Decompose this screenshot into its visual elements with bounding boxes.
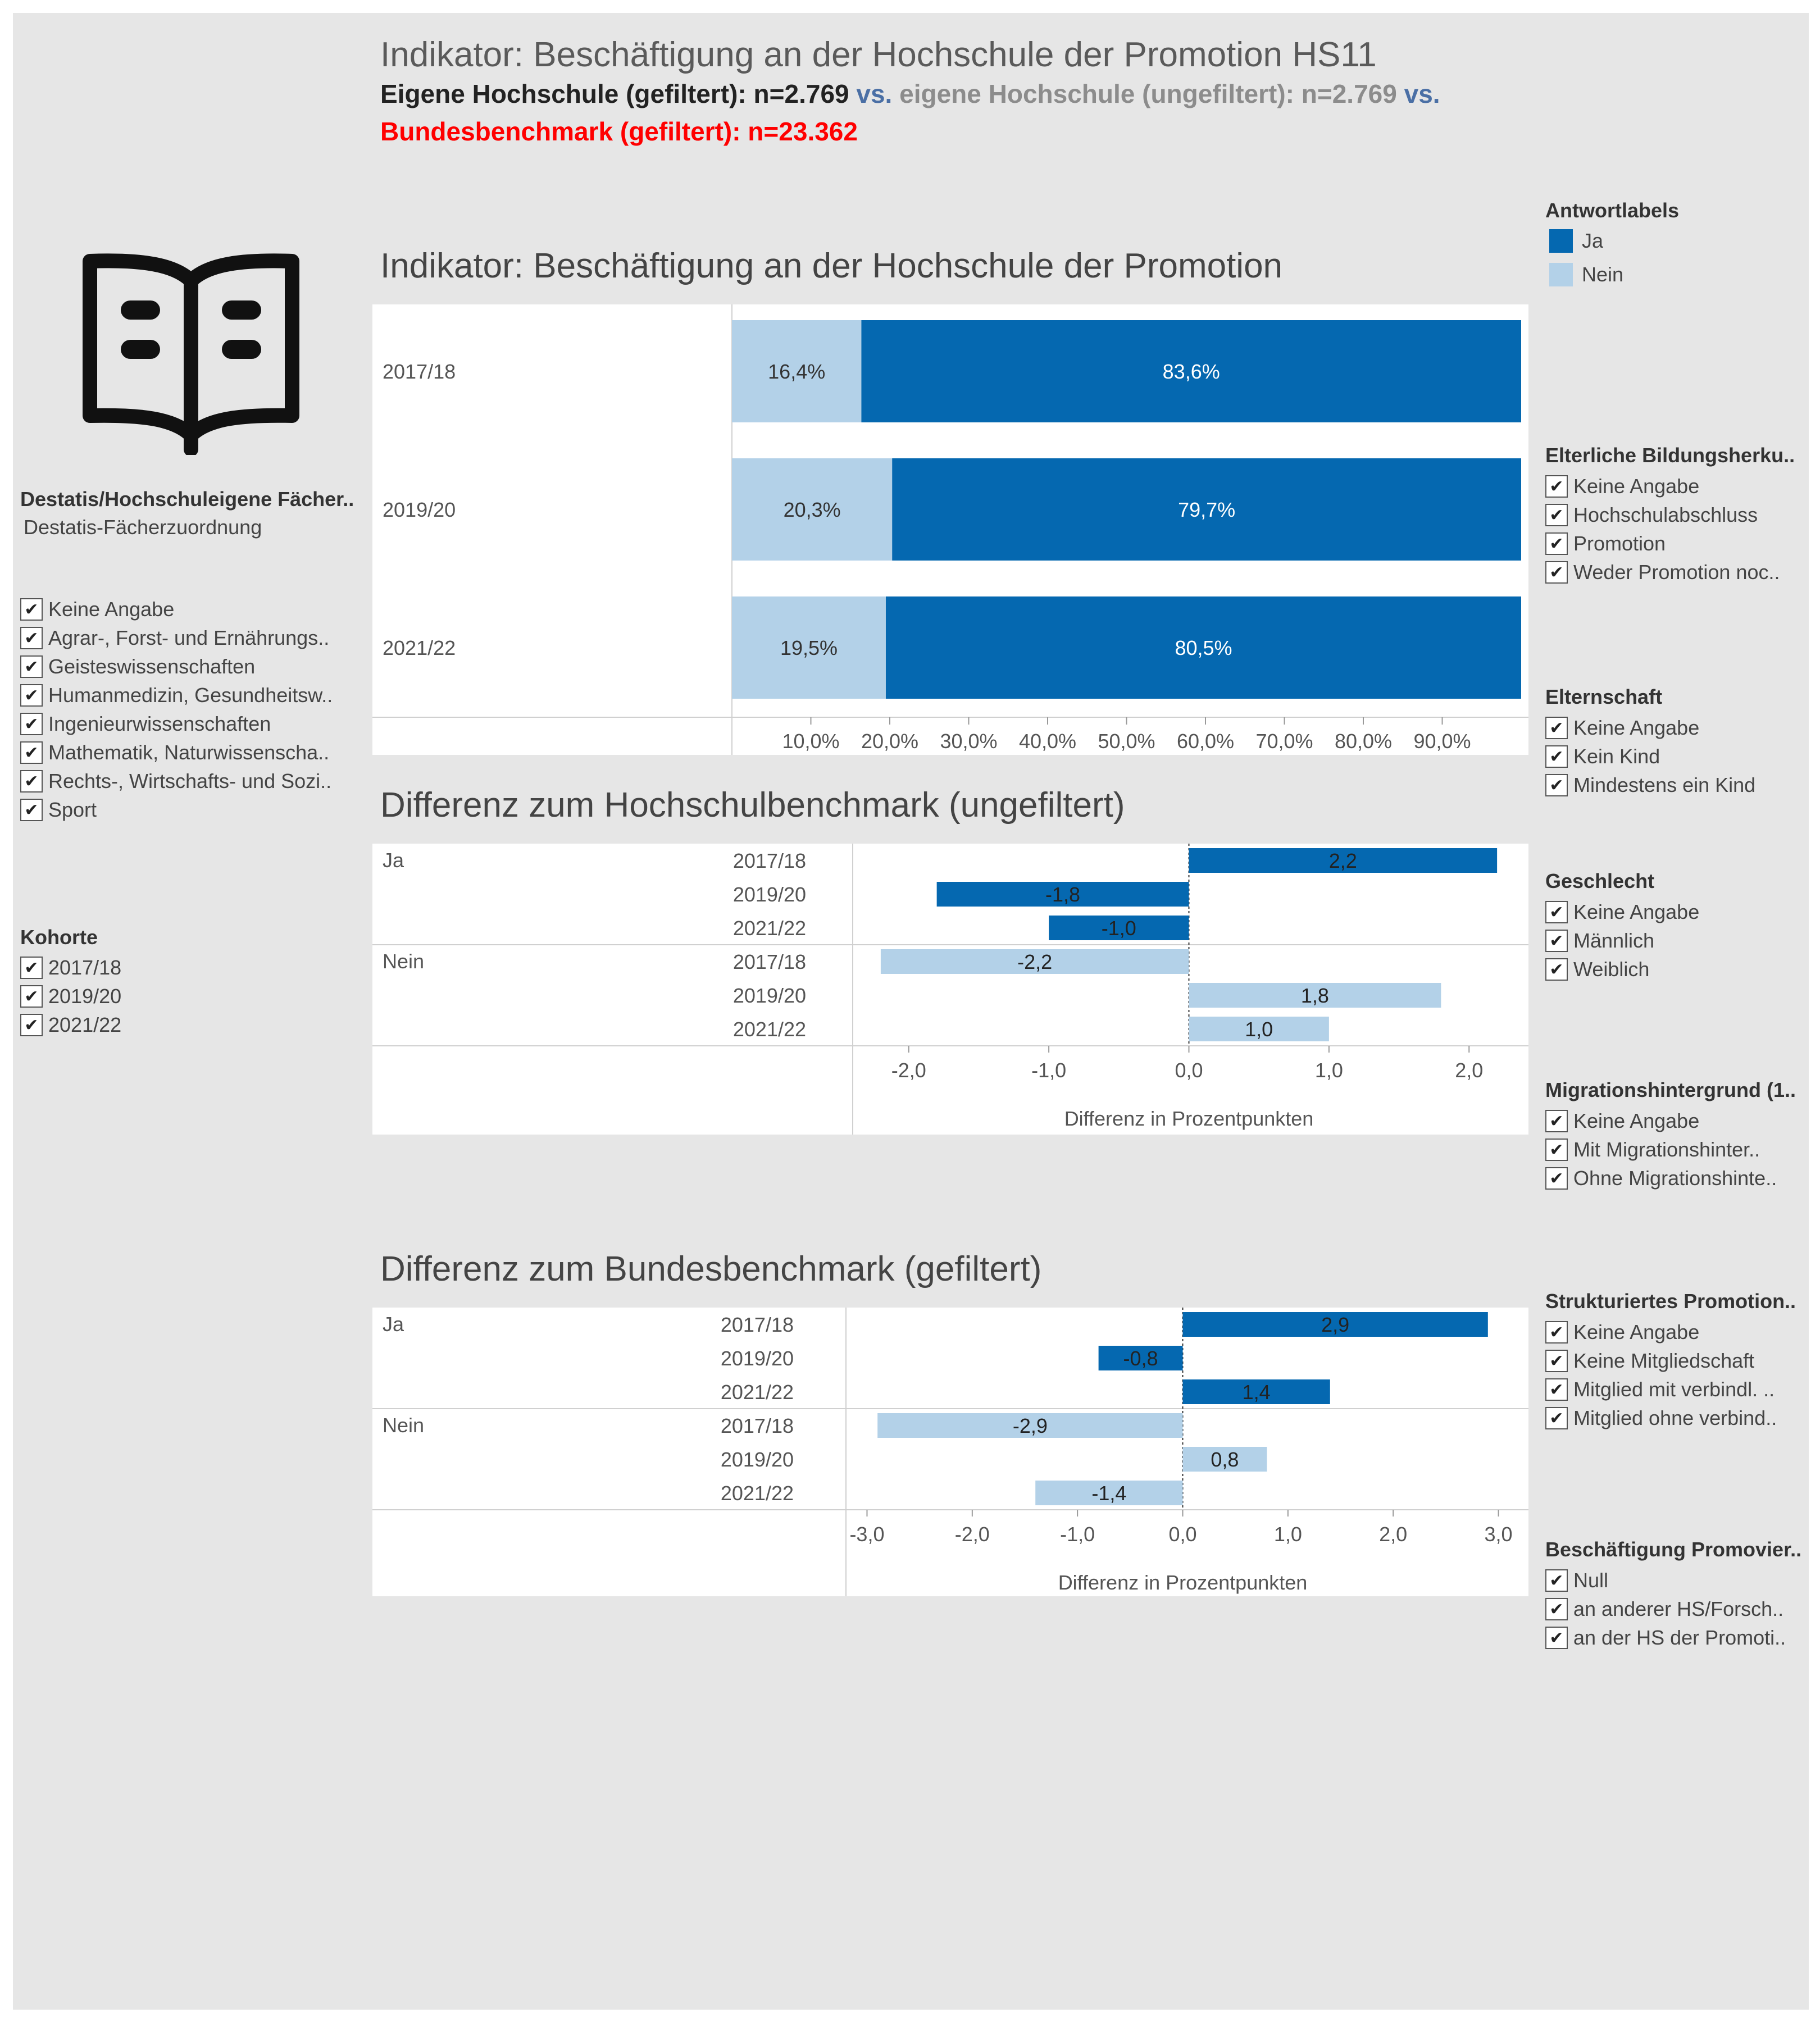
filter-option-label: Kein Kind: [1573, 745, 1660, 768]
checkbox-checked-icon[interactable]: ✔: [1545, 1569, 1568, 1592]
filter-option-label: Männlich: [1573, 929, 1655, 952]
checkbox-checked-icon[interactable]: ✔: [1545, 1350, 1568, 1372]
category-label: 2019/20: [732, 984, 806, 1007]
filter-option-label: Mitglied mit verbindl. ..: [1573, 1378, 1775, 1401]
chart-bund-benchmark: [372, 1308, 1528, 1596]
bar-value-label: 1,8: [1300, 984, 1329, 1007]
group-label: Nein: [383, 1414, 425, 1437]
faecher-option[interactable]: [20, 712, 271, 736]
own-filtered-n: Eigene Hochschule (gefiltert): n=2.769: [380, 79, 849, 108]
section-title-hs-benchmark: Differenz zum Hochschulbenchmark (ungefiltert): [380, 786, 1125, 825]
faecher-option-label: Ingenieurwissenschaften: [48, 712, 271, 735]
x-tick-label: 2,0: [1455, 1059, 1484, 1082]
x-tick-label: 0,0: [1175, 1059, 1203, 1082]
bar-value-label: -0,8: [1123, 1347, 1158, 1370]
faecher-option-label: Sport: [48, 798, 97, 821]
x-tick-label: -2,0: [891, 1059, 926, 1082]
filter-option-label: Keine Angabe: [1573, 900, 1700, 923]
faecher-option[interactable]: [20, 769, 331, 794]
checkbox-checked-icon[interactable]: ✔: [20, 684, 43, 707]
chart-indicator: [372, 304, 1528, 755]
filter-option[interactable]: [1545, 560, 1780, 585]
kohorte-option-label: 2017/18: [48, 956, 122, 979]
kohorte-option-label: 2021/22: [48, 1013, 122, 1036]
filter-title: Elterliche Bildungsherku..: [1545, 444, 1795, 467]
chart-hs-benchmark: [372, 844, 1528, 1135]
checkbox-checked-icon[interactable]: ✔: [1545, 745, 1568, 768]
checkbox-checked-icon[interactable]: ✔: [1545, 901, 1568, 923]
category-label: 2021/22: [383, 636, 456, 659]
filter-option[interactable]: [1545, 531, 1666, 556]
filter-option-label: Keine Angabe: [1573, 1109, 1700, 1132]
filter-option[interactable]: [1545, 1568, 1608, 1593]
filter-option-label: Mit Migrationshinter..: [1573, 1138, 1760, 1161]
x-tick-label: 0,0: [1168, 1523, 1197, 1546]
bar-value-label: 1,4: [1242, 1381, 1271, 1404]
filter-title: Beschäftigung Promovier..: [1545, 1538, 1802, 1561]
category-label: 2021/22: [720, 1381, 794, 1404]
category-label: 2019/20: [383, 498, 456, 521]
filter-option[interactable]: [1545, 957, 1649, 982]
filter-title-kohorte: Kohorte: [20, 926, 98, 949]
category-label: 2021/22: [732, 1018, 806, 1041]
page-title: Indikator: Beschäftigung an der Hochschule der Promotion HS11: [380, 35, 1377, 74]
x-tick-label: 1,0: [1314, 1059, 1343, 1082]
faecher-option-label: Agrar-, Forst- und Ernährungs..: [48, 626, 330, 649]
bar-value-label: -1,4: [1091, 1482, 1127, 1505]
x-tick-label: 2,0: [1379, 1523, 1408, 1546]
checkbox-checked-icon[interactable]: ✔: [20, 655, 43, 678]
x-tick-label: -2,0: [954, 1523, 990, 1546]
filter-option-label: Promotion: [1573, 532, 1666, 555]
filter-title-faecher: Destatis/Hochschuleigene Fächer..: [20, 488, 354, 511]
checkbox-checked-icon[interactable]: ✔: [1545, 504, 1568, 526]
faecher-option[interactable]: [20, 798, 97, 822]
bar-value-label: 0,8: [1211, 1448, 1239, 1471]
checkbox-checked-icon[interactable]: ✔: [1545, 958, 1568, 981]
filter-option-label: Null: [1573, 1569, 1609, 1592]
kohorte-option[interactable]: [20, 1013, 121, 1037]
filter-option-label: Keine Angabe: [1573, 716, 1700, 739]
filter-option-label: Keine Angabe: [1573, 1320, 1700, 1344]
filter-option-label: Weder Promotion noc..: [1573, 561, 1780, 584]
filter-option-label: Hochschulabschluss: [1573, 503, 1758, 526]
filter-option[interactable]: [1545, 1166, 1777, 1191]
bar-value-label: 16,4%: [768, 360, 826, 383]
category-label: 2017/18: [720, 1414, 794, 1437]
legend-label-nein[interactable]: Nein: [1582, 263, 1624, 286]
category-label: 2021/22: [720, 1482, 794, 1505]
filter-subtitle-faecher: Destatis-Fächerzuordnung: [24, 516, 262, 539]
filter-option[interactable]: [1545, 503, 1758, 527]
filter-title: Strukturiertes Promotion..: [1545, 1290, 1796, 1313]
filter-title: Migrationshintergrund (1..: [1545, 1078, 1796, 1101]
bar-value-label: 2,9: [1321, 1313, 1350, 1336]
x-tick-label: -3,0: [849, 1523, 885, 1546]
filter-option[interactable]: [1545, 773, 1755, 798]
checkbox-checked-icon[interactable]: ✔: [20, 713, 43, 735]
category-label: 2021/22: [732, 917, 806, 940]
vs-label: vs.: [1396, 79, 1440, 108]
checkbox-checked-icon[interactable]: ✔: [1545, 717, 1568, 739]
filter-option[interactable]: [1545, 1320, 1699, 1345]
x-tick-label: 60,0%: [1176, 730, 1235, 753]
checkbox-checked-icon[interactable]: ✔: [1545, 1167, 1568, 1190]
filter-option[interactable]: [1545, 1625, 1786, 1650]
x-tick-label: 90,0%: [1413, 730, 1471, 753]
category-label: 2017/18: [383, 360, 456, 383]
checkbox-checked-icon[interactable]: ✔: [20, 627, 43, 649]
category-label: 2019/20: [720, 1448, 794, 1471]
checkbox-checked-icon[interactable]: ✔: [20, 598, 43, 621]
x-tick-label: -1,0: [1060, 1523, 1095, 1546]
legend-swatch-ja[interactable]: [1549, 229, 1573, 253]
checkbox-checked-icon[interactable]: ✔: [1545, 532, 1568, 555]
checkbox-checked-icon[interactable]: ✔: [20, 1014, 43, 1036]
bar-value-label: -2,2: [1017, 950, 1053, 973]
checkbox-checked-icon[interactable]: ✔: [20, 799, 43, 821]
category-label: 2017/18: [732, 950, 806, 973]
filter-option[interactable]: [1545, 744, 1660, 769]
filter-option-label: an der HS der Promoti..: [1573, 1626, 1786, 1649]
section-title-indicator: Indikator: Beschäftigung an der Hochschule der Promotion: [380, 247, 1283, 285]
kohorte-option-label: 2019/20: [48, 985, 122, 1008]
bar-value-label: 19,5%: [780, 636, 838, 659]
filter-option[interactable]: [1545, 928, 1654, 953]
checkbox-checked-icon[interactable]: ✔: [1545, 1321, 1568, 1344]
checkbox-checked-icon[interactable]: ✔: [1545, 1598, 1568, 1620]
bar-value-label: -1,8: [1045, 883, 1081, 906]
faecher-option-label: Mathematik, Naturwissenscha..: [48, 741, 330, 764]
bar-value-label: 79,7%: [1178, 498, 1236, 521]
category-label: 2019/20: [720, 1347, 794, 1370]
open-book-icon: [79, 247, 303, 455]
federal-benchmark-n: Bundesbenchmark (gefiltert): n=23.362: [380, 117, 858, 146]
filter-option[interactable]: [1545, 1137, 1760, 1162]
filter-option[interactable]: [1545, 716, 1699, 740]
filter-title: Elternschaft: [1545, 685, 1663, 708]
checkbox-checked-icon[interactable]: ✔: [20, 985, 43, 1008]
x-tick-label: 50,0%: [1098, 730, 1155, 753]
x-tick-label: 1,0: [1273, 1523, 1302, 1546]
legend-label-ja[interactable]: Ja: [1582, 229, 1604, 252]
bar-value-label: -2,9: [1012, 1414, 1048, 1437]
checkbox-checked-icon[interactable]: ✔: [20, 741, 43, 764]
group-label: Nein: [383, 950, 425, 973]
bar-value-label: 20,3%: [783, 498, 841, 521]
filter-option[interactable]: [1545, 474, 1699, 499]
filter-option-label: Weiblich: [1573, 958, 1650, 981]
checkbox-checked-icon[interactable]: ✔: [1545, 774, 1568, 796]
filter-option[interactable]: [1545, 1109, 1699, 1133]
section-title-bund-benchmark: Differenz zum Bundesbenchmark (gefiltert): [380, 1250, 1042, 1288]
filter-option-label: an anderer HS/Forsch..: [1573, 1597, 1784, 1620]
faecher-option[interactable]: [20, 683, 333, 708]
checkbox-checked-icon[interactable]: ✔: [1545, 561, 1568, 584]
checkbox-checked-icon[interactable]: ✔: [1545, 1110, 1568, 1132]
subtitle-line1: [380, 79, 1440, 109]
category-label: 2017/18: [720, 1313, 794, 1336]
group-label: Ja: [383, 1313, 404, 1336]
filter-option-label: Keine Angabe: [1573, 475, 1700, 498]
bar-value-label: 83,6%: [1162, 360, 1220, 383]
category-label: 2017/18: [732, 849, 806, 872]
x-tick-label: 10,0%: [782, 730, 840, 753]
x-tick-label: -1,0: [1031, 1059, 1067, 1082]
category-label: 2019/20: [732, 883, 806, 906]
checkbox-checked-icon[interactable]: ✔: [1545, 1627, 1568, 1649]
bar-value-label: 80,5%: [1175, 636, 1232, 659]
x-axis-title: Differenz in Prozentpunkten: [1058, 1571, 1308, 1594]
kohorte-option[interactable]: [20, 955, 121, 980]
chart-indicator-panel: [372, 304, 1528, 755]
kohorte-option[interactable]: [20, 984, 121, 1009]
filter-option[interactable]: [1545, 1349, 1754, 1373]
x-tick-label: 20,0%: [861, 730, 919, 753]
checkbox-checked-icon[interactable]: ✔: [1545, 930, 1568, 952]
x-tick-label: 30,0%: [940, 730, 998, 753]
faecher-option[interactable]: [20, 740, 329, 765]
filter-option[interactable]: [1545, 900, 1699, 925]
legend-swatch-nein[interactable]: [1549, 263, 1573, 286]
x-axis-title: Differenz in Prozentpunkten: [1064, 1107, 1314, 1130]
filter-option-label: Mitglied ohne verbind..: [1573, 1406, 1777, 1429]
faecher-option[interactable]: [20, 597, 174, 622]
filter-option[interactable]: [1545, 1406, 1777, 1431]
faecher-option[interactable]: [20, 626, 329, 650]
faecher-option-label: Keine Angabe: [48, 598, 175, 621]
filter-title: Geschlecht: [1545, 869, 1655, 892]
faecher-option-label: Humanmedizin, Gesundheitsw..: [48, 684, 333, 707]
x-tick-label: 3,0: [1484, 1523, 1513, 1546]
checkbox-checked-icon[interactable]: ✔: [1545, 475, 1568, 498]
chart-bund-benchmark-panel: [372, 1308, 1528, 1596]
faecher-option-label: Geisteswissenschaften: [48, 655, 256, 678]
group-label: Ja: [383, 849, 404, 872]
own-unfiltered-n: eigene Hochschule (ungefiltert): n=2.769: [899, 79, 1397, 108]
legend-title: Antwortlabels: [1545, 199, 1680, 222]
checkbox-checked-icon[interactable]: ✔: [1545, 1138, 1568, 1161]
checkbox-checked-icon[interactable]: ✔: [20, 957, 43, 979]
filter-option-label: Keine Mitgliedschaft: [1573, 1349, 1755, 1372]
filter-option[interactable]: [1545, 1377, 1775, 1402]
faecher-option[interactable]: [20, 654, 255, 679]
filter-option-label: Ohne Migrationshinte..: [1573, 1167, 1777, 1190]
bar-value-label: -1,0: [1101, 917, 1136, 940]
bar-value-label: 2,2: [1328, 849, 1357, 872]
x-tick-label: 70,0%: [1255, 730, 1313, 753]
filter-option[interactable]: [1545, 1597, 1783, 1622]
x-tick-label: 80,0%: [1334, 730, 1393, 753]
vs-label: vs.: [849, 79, 900, 108]
checkbox-checked-icon[interactable]: ✔: [1545, 1378, 1568, 1401]
faecher-option-label: Rechts-, Wirtschafts- und Sozi..: [48, 769, 332, 793]
chart-hs-benchmark-panel: [372, 844, 1528, 1135]
x-tick-label: 40,0%: [1018, 730, 1077, 753]
checkbox-checked-icon[interactable]: ✔: [20, 770, 43, 793]
bar-value-label: 1,0: [1245, 1018, 1273, 1041]
filter-option-label: Mindestens ein Kind: [1573, 773, 1756, 796]
checkbox-checked-icon[interactable]: ✔: [1545, 1407, 1568, 1429]
